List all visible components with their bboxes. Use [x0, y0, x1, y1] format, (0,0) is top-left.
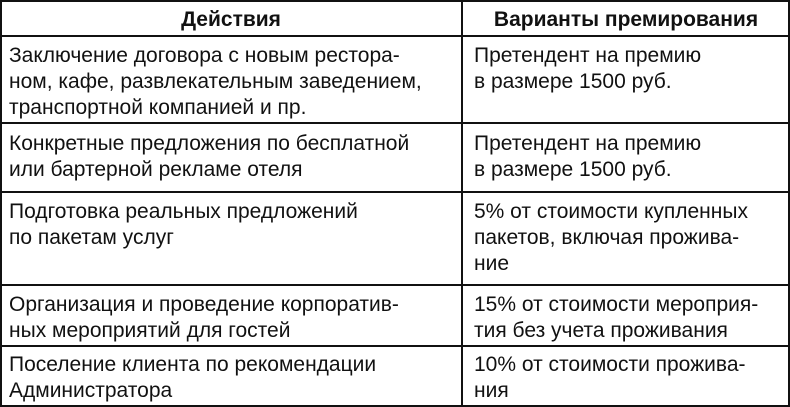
cell-line: Организация и проведение корпоратив-	[9, 293, 399, 316]
row-divider	[0, 191, 790, 193]
bonus-cell	[474, 131, 784, 183]
cell-line: в размере 1500 руб.	[474, 158, 672, 181]
action-cell	[9, 199, 459, 251]
cell-line: Конкретные предложения по бесплатной	[9, 132, 410, 155]
table-row	[0, 43, 790, 121]
bonus-cell	[474, 199, 784, 277]
table-row	[0, 131, 790, 191]
header-bonus-options: Варианты премирования	[493, 8, 759, 31]
table-row	[0, 199, 790, 284]
cell-line: пакетов, включая прожива-	[474, 226, 740, 249]
cell-line: Администратора	[9, 379, 173, 402]
cell-line: 15% от стоимости мероприя-	[474, 293, 759, 316]
cell-line: Поселение клиента по рекомендации	[9, 353, 377, 376]
row-divider	[0, 345, 790, 347]
cell-line: ния	[474, 379, 509, 402]
cell-line: транспортной компанией и пр.	[9, 96, 307, 119]
bonus-cell	[474, 352, 784, 404]
header-actions: Действия	[181, 8, 281, 31]
action-cell	[9, 131, 459, 183]
table-row	[0, 292, 790, 345]
header-divider	[0, 35, 790, 37]
action-cell	[9, 43, 459, 121]
bonus-cell	[474, 43, 784, 95]
table-header	[0, 0, 790, 35]
action-cell	[9, 292, 459, 344]
cell-line: ние	[474, 252, 510, 275]
cell-line: Заключение договора с новым рестора-	[9, 44, 400, 67]
cell-line: Претендент на премию	[474, 132, 702, 155]
row-divider	[0, 284, 790, 286]
cell-line: Претендент на премию	[474, 44, 702, 67]
cell-line: тия без учета проживания	[474, 319, 728, 342]
cell-line: 10% от стоимости прожива-	[474, 353, 746, 376]
cell-line: или бартерной рекламе отеля	[9, 158, 303, 181]
cell-line: ном, кафе, развлекательным заведением,	[9, 70, 422, 93]
cell-line: в размере 1500 руб.	[474, 70, 672, 93]
row-divider	[0, 122, 790, 124]
action-cell	[9, 352, 459, 404]
bonus-cell	[474, 292, 784, 344]
cell-line: 5% от стоимости купленных	[474, 200, 748, 223]
table-row	[0, 352, 790, 405]
cell-line: по пакетам услуг	[9, 226, 174, 249]
cell-line: Подготовка реальных предложений	[9, 200, 358, 223]
cell-line: ных мероприятий для гостей	[9, 319, 291, 342]
